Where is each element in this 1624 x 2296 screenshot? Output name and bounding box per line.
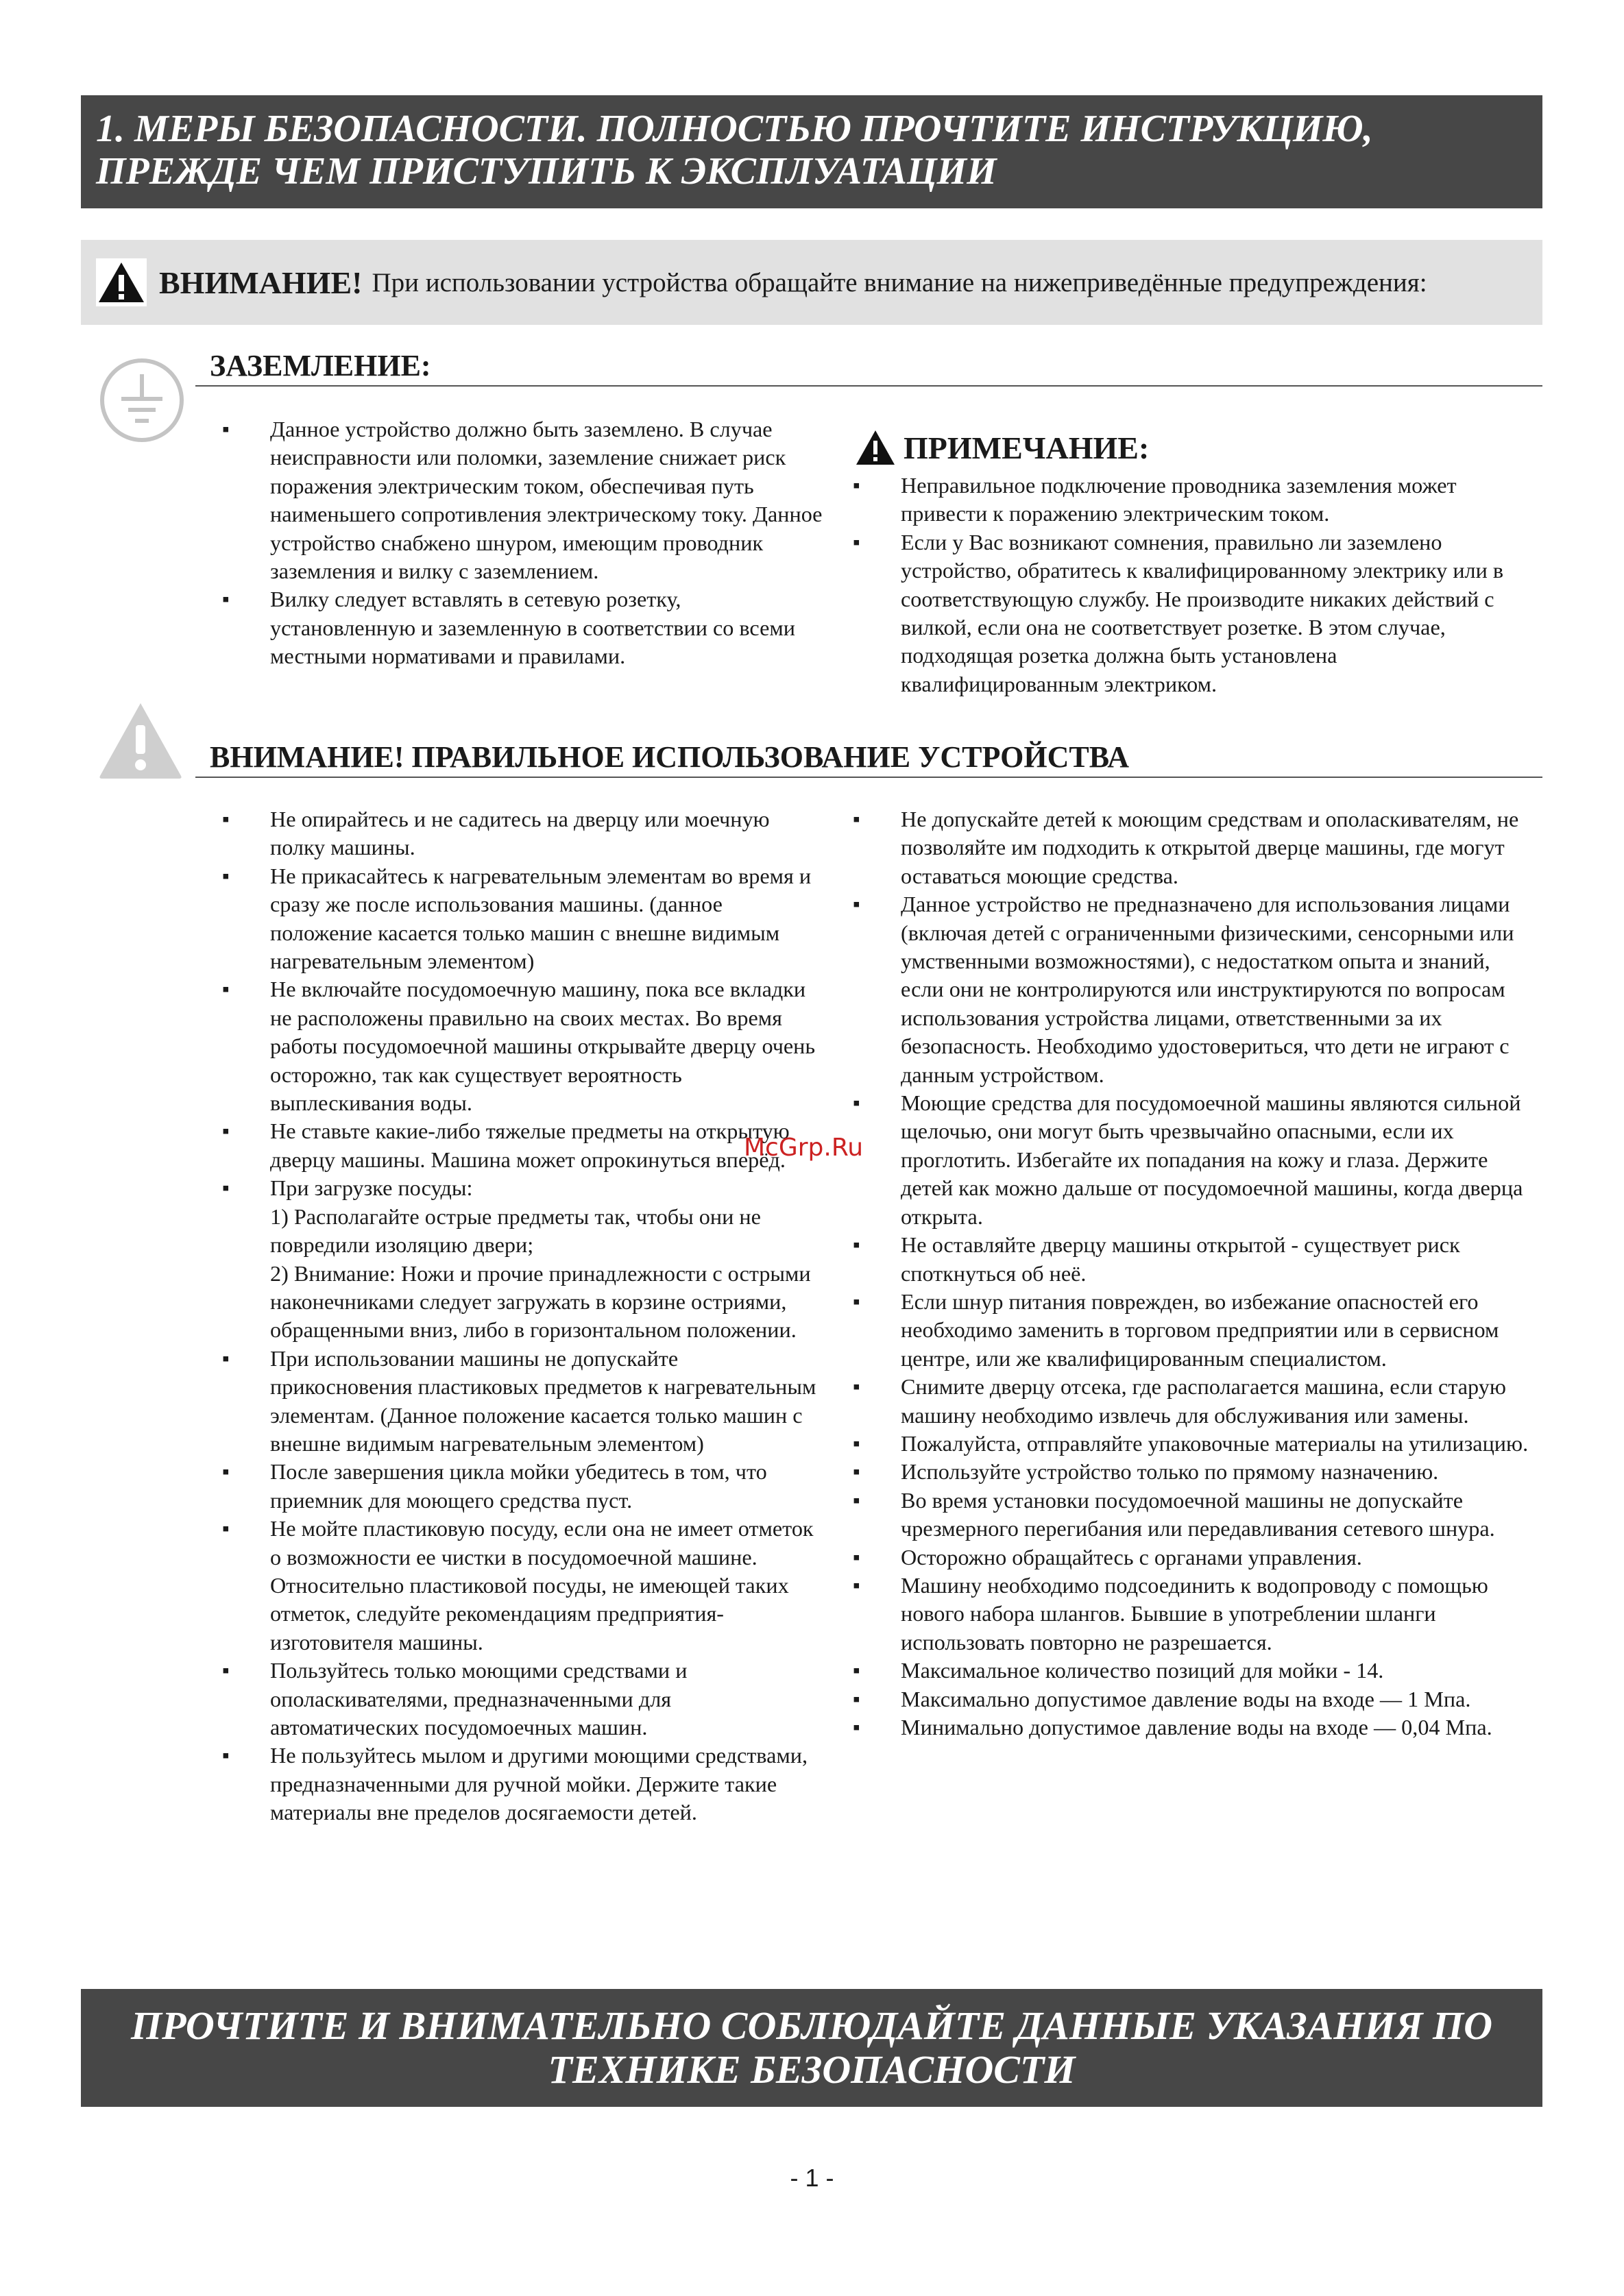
grounding-divider: [195, 385, 1542, 387]
list-item: ▪ Не включайте посудомоечную машину, пока все вкладки не расположены правильно на своих местах. Во время работы посудомоечной машины открывайте дверцу очень осторожно, так как существует вероятность выплескивания воды.: [213, 975, 823, 1117]
attention-text: При использовании устройства обращайте внимание на нижеприведённые предупреждения:: [372, 267, 1427, 297]
list-item: ▪ Данное устройство не предназначено для использования лицами (включая детей с ограниченными физическими, сенсорными или умственными возможностями), с недостатком опыта и знаний, если они не контролируются или инструктируются по вопросам использования устройства лицами, ответственными за их безопасность. Необходимо удостовериться, что дети не играют с данным устройством.: [843, 890, 1536, 1089]
page-title-line-1: 1. МЕРЫ БЕЗОПАСНОСТИ. ПОЛНОСТЬЮ ПРОЧТИТЕ ИНСТРУКЦИЮ,: [96, 108, 1373, 150]
footer-line-1: ПРОЧТИТЕ И ВНИМАТЕЛЬНО СОБЛЮДАЙТЕ ДАННЫЕ УКАЗАНИЯ ПО: [131, 2003, 1492, 2048]
list-item: ▪ Пожалуйста, отправляйте упаковочные материалы на утилизацию.: [843, 1430, 1536, 1458]
list-item: ▪ Пользуйтесь только моющими средствами и ополаскивателями, предназначенными для автоматических посудомоечных машин.: [213, 1657, 823, 1742]
list-item: ▪ При загрузке посуды: 1) Располагайте острые предметы так, чтобы они не повредили изоляцию двери; 2) Внимание: Ножи и прочие принадлежности с острыми наконечниками следует загружать в корзине остриями, обращенными вниз, либо в горизонтальном положении.: [213, 1174, 823, 1344]
usage-list-right: [843, 805, 1536, 1742]
list-item: ▪ Не опирайтесь и не садитесь на дверцу или моечную полку машины.: [213, 805, 823, 862]
list-item: ▪ Машину необходимо подсоединить к водопроводу с помощью нового набора шлангов. Бывшие в употреблении шланги использовать повторно не разрешается.: [843, 1572, 1536, 1657]
list-item: ▪ Моющие средства для посудомоечной машины являются сильной щелочью, они могут быть чрезвычайно опасными, если их проглотить. Избегайте их попадания на кожу и глаза. Держите детей как можно дальше от посудомоечной машины, когда дверца открыта.: [843, 1089, 1536, 1231]
grounding-title: ЗАЗЕМЛЕНИЕ:: [210, 349, 431, 382]
watermark: McGrp.Ru: [744, 1134, 864, 1162]
note-list: [843, 472, 1536, 698]
list-item: ▪ Если шнур питания поврежден, во избежание опасностей его необходимо заменить в торговом предприятии или в сервисном центре, или же квалифицированным специалистом.: [843, 1288, 1536, 1373]
list-item: ▪ Не пользуйтесь мылом и другими моющими средствами, предназначенными для ручной мойки. Держите такие материалы вне пределов досягаемости детей.: [213, 1742, 823, 1827]
usage-title: ВНИМАНИЕ! ПРАВИЛЬНОЕ ИСПОЛЬЗОВАНИЕ УСТРОЙСТВА: [210, 740, 1130, 774]
grounding-list: [213, 415, 823, 671]
footer-line-2: ТЕХНИКЕ БЕЗОПАСНОСТИ: [548, 2047, 1076, 2092]
grounding-icon: [98, 356, 186, 448]
note-title-row: [854, 428, 1149, 467]
page-title-banner: [81, 95, 1542, 208]
list-item: ▪ Во время установки посудомоечной машины не допускайте чрезмерного перегибания или передавливания сетевого шнура.: [843, 1487, 1536, 1543]
attention-label: ВНИМАНИЕ!: [159, 265, 363, 300]
list-item: ▪ При использовании машины не допускайте прикосновения пластиковых предметов к нагревательным элементам. (Данное положение касается только машин с внешне видимым нагревательным элементом): [213, 1345, 823, 1458]
list-item: ▪ Не ставьте какие-либо тяжелые предметы на открытую дверцу машины. Машина может опрокинуться вперёд.: [213, 1117, 823, 1174]
list-item: ▪ Вилку следует вставлять в сетевую розетку, установленную и заземленную в соответствии со всеми местными нормативами и правилами.: [213, 585, 823, 670]
list-item: ▪ Если у Вас возникают сомнения, правильно ли заземлено устройство, обратитесь к квалифицированному электрику или в соответствующую службу. Не производите никаких действий с вилкой, если она не соответствует розетке. В этом случае, подходящая розетка должна быть установлена квалифицированным электриком.: [843, 528, 1536, 698]
list-item: ▪ Неправильное подключение проводника заземления может привести к поражению электрическим током.: [843, 472, 1536, 528]
warning-icon: [854, 428, 897, 467]
list-item: ▪ Используйте устройство только по прямому назначению.: [843, 1458, 1536, 1486]
footer-banner: [81, 1989, 1542, 2107]
page-number: - 1 -: [790, 2164, 834, 2192]
usage-list-left: [213, 805, 823, 1827]
list-item: ▪ После завершения цикла мойки убедитесь в том, что приемник для моющего средства пуст.: [213, 1458, 823, 1515]
list-item: ▪ Максимальное количество позиций для мойки - 14.: [843, 1657, 1536, 1685]
list-item: ▪ Не прикасайтесь к нагревательным элементам во время и сразу же после использования машины. (данное положение касается только машин с внешне видимым нагревательным элементом): [213, 862, 823, 976]
list-item: ▪ Осторожно обращайтесь с органами управления.: [843, 1543, 1536, 1572]
usage-divider: [195, 777, 1542, 778]
list-item: ▪ Не мойте пластиковую посуду, если она не имеет отметок о возможности ее чистки в посудомоечной машине. Относительно пластиковой посуды, не имеющей таких отметок, следуйте рекомендациям предприятия-изготовителя машины.: [213, 1515, 823, 1657]
list-item: ▪ Минимально допустимое давление воды на входе — 0,04 Мпа.: [843, 1713, 1536, 1742]
note-title: ПРИМЕЧАНИЕ:: [904, 430, 1150, 465]
list-item: ▪ Не оставляйте дверцу машины открытой - существует риск споткнуться об неё.: [843, 1231, 1536, 1288]
list-item: ▪ Снимите дверцу отсека, где располагается машина, если старую машину необходимо извлечь для обслуживания или замены.: [843, 1373, 1536, 1430]
list-item: ▪ Не допускайте детей к моющим средствам и ополаскивателям, не позволяйте им подходить к открытой дверце машины, где могут оставаться моющие средства.: [843, 805, 1536, 890]
page-title-line-2: ПРЕЖДЕ ЧЕМ ПРИСТУПИТЬ К ЭКСПЛУАТАЦИИ: [96, 150, 997, 193]
caution-icon: [96, 699, 185, 785]
attention-bar: [81, 240, 1542, 325]
list-item: ▪ Данное устройство должно быть заземлено. В случае неисправности или поломки, заземление снижает риск поражения электрическим током, обеспечивая путь наименьшего сопротивления электрическому току. Данное устройство снабжено шнуром, имеющим проводник заземления и вилку с заземлением.: [213, 415, 823, 585]
list-item: ▪ Максимально допустимое давление воды на входе — 1 Мпа.: [843, 1685, 1536, 1713]
warning-icon: [96, 258, 147, 306]
